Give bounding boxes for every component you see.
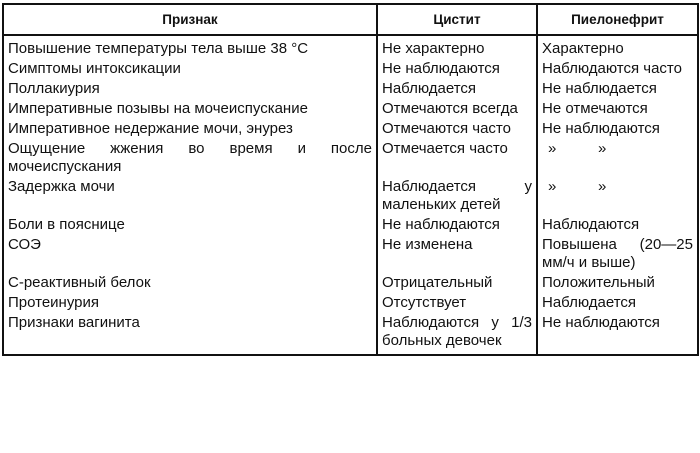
- table-row: [3, 100, 698, 120]
- cell-sign: Императивное недержание мочи, энурез: [3, 120, 377, 140]
- cell-pyelonephritis: Наблюдается: [537, 294, 698, 314]
- cell-cystitis: Отмечаются всегда: [377, 100, 537, 120]
- table-row: [3, 314, 698, 355]
- header-pyelonephritis: Пиелонефрит: [537, 4, 698, 35]
- cell-sign: Императивные позывы на мочеиспускание: [3, 100, 377, 120]
- cell-pyelonephritis: Наблюдаются часто: [537, 60, 698, 80]
- header-sign: Признак: [3, 4, 377, 35]
- cell-cystitis: Не наблюдаются: [377, 216, 537, 236]
- cell-cystitis: Наблюдается у маленьких детей: [377, 178, 537, 216]
- cell-cystitis: Отмечаются часто: [377, 120, 537, 140]
- cell-sign: Протеинурия: [3, 294, 377, 314]
- header-row: [3, 4, 698, 35]
- cell-pyelonephritis-ditto: » »: [537, 178, 698, 216]
- table-row: [3, 274, 698, 294]
- cell-pyelonephritis: Положительный: [537, 274, 698, 294]
- cell-pyelonephritis-ditto: » »: [537, 140, 698, 178]
- cell-sign: Повышение температуры тела выше 38 °C: [3, 35, 377, 60]
- table-body: [3, 35, 698, 355]
- cell-cystitis: Не изменена: [377, 236, 537, 274]
- cell-sign: Ощущение жжения во время и после мочеиспускания: [3, 140, 377, 178]
- table-row: [3, 178, 698, 216]
- cell-cystitis: Наблюдаются у 1/3 больных девочек: [377, 314, 537, 355]
- table-row: [3, 140, 698, 178]
- cell-pyelonephritis: Не отмечаются: [537, 100, 698, 120]
- table-header: [3, 4, 698, 35]
- table-row: [3, 60, 698, 80]
- table-row: [3, 80, 698, 100]
- cell-sign: Задержка мочи: [3, 178, 377, 216]
- table-row: [3, 216, 698, 236]
- cell-sign: СОЭ: [3, 236, 377, 274]
- comparison-table: [2, 3, 699, 356]
- cell-pyelonephritis: Наблюдаются: [537, 216, 698, 236]
- header-cystitis: Цистит: [377, 4, 537, 35]
- cell-pyelonephritis: Не наблюдаются: [537, 120, 698, 140]
- table-row: [3, 294, 698, 314]
- cell-cystitis: Отмечается часто: [377, 140, 537, 178]
- cell-pyelonephritis: Не наблюдается: [537, 80, 698, 100]
- table-row: [3, 120, 698, 140]
- cell-cystitis: Наблюдается: [377, 80, 537, 100]
- cell-cystitis: Не характерно: [377, 35, 537, 60]
- cell-sign: Поллакиурия: [3, 80, 377, 100]
- cell-sign: Симптомы интоксикации: [3, 60, 377, 80]
- cell-cystitis: Отсутствует: [377, 294, 537, 314]
- table-row: [3, 236, 698, 274]
- cell-cystitis: Отрицательный: [377, 274, 537, 294]
- cell-pyelonephritis: Не наблюдаются: [537, 314, 698, 355]
- cell-pyelonephritis: Повышена (20—25 мм/ч и выше): [537, 236, 698, 274]
- table-row: [3, 35, 698, 60]
- cell-pyelonephritis: Характерно: [537, 35, 698, 60]
- cell-cystitis: Не наблюдаются: [377, 60, 537, 80]
- cell-sign: Признаки вагинита: [3, 314, 377, 355]
- cell-sign: Боли в пояснице: [3, 216, 377, 236]
- cell-sign: С-реактивный белок: [3, 274, 377, 294]
